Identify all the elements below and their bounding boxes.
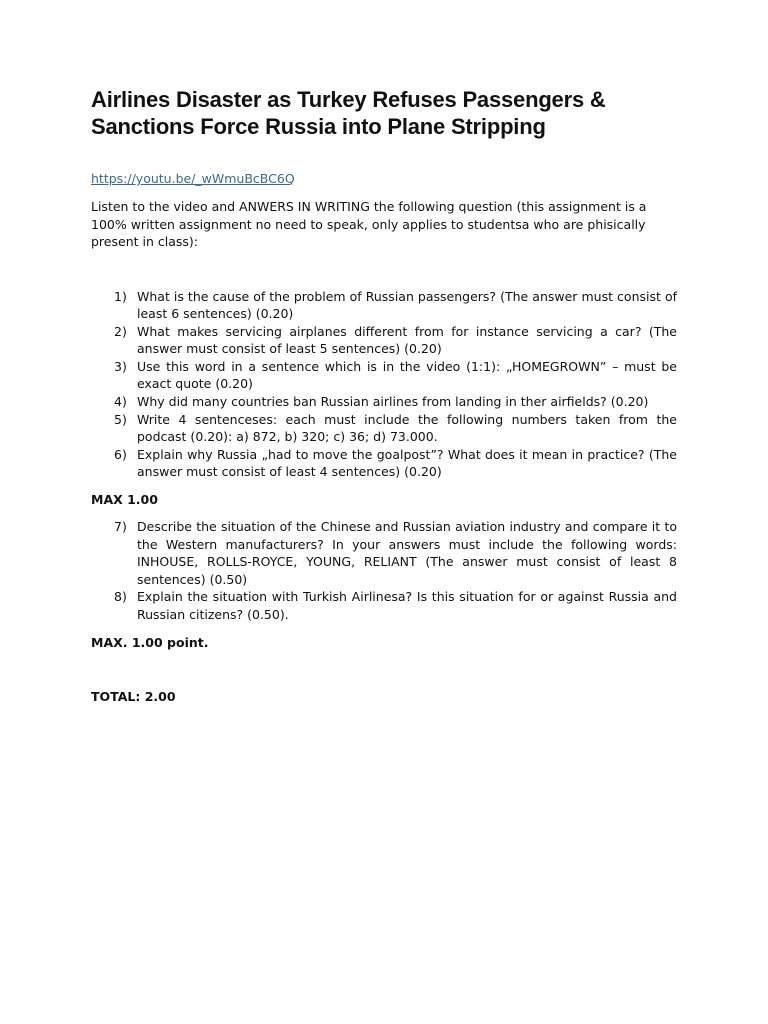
question-item — [91, 358, 677, 393]
question-text: Use this word in a sentence which is in the video (1:1): „HOMEGROWN” – must be exact quote (0.20) — [137, 358, 677, 392]
question-item — [91, 411, 677, 446]
question-text: Describe the situation of the Chinese and Russian aviation industry and compare it to the Western manufacturers? In your answers must include the following words: INHOUSE, ROLLS-ROYCE, YOUNG, RELIANT (The answer must consist of least 8 sentences) (0.50) — [137, 519, 677, 587]
question-text: Explain the situation with Turkish Airlinesa? Is this situation for or against Russia and Russian citizens? (0.50). — [137, 589, 677, 622]
question-item — [91, 393, 677, 411]
question-text: Why did many countries ban Russian airlines from landing in ther airfields? (0.20) — [137, 394, 649, 410]
question-list-part1 — [91, 288, 677, 482]
question-item — [91, 288, 677, 323]
question-item — [91, 518, 677, 588]
question-number: 4) — [114, 394, 127, 410]
question-number: 2) — [114, 323, 127, 339]
total-score: TOTAL: 2.00 — [91, 688, 176, 704]
question-text: What makes servicing airplanes different from for instance servicing a car? (The answer must consist of least 5 sentences) (0.20) — [137, 323, 677, 357]
question-list-part2 — [91, 518, 677, 624]
question-item — [91, 588, 677, 623]
max-score-part1: MAX 1.00 — [91, 492, 158, 508]
question-item — [91, 323, 677, 358]
video-link[interactable]: https://youtu.be/_wWmuBcBC6Q — [91, 171, 295, 186]
question-number: 5) — [114, 411, 127, 427]
question-text: Explain why Russia „had to move the goalpost”? What does it mean in practice? (The answer must consist of least 4 sentences) (0.20) — [137, 446, 677, 480]
intro-paragraph: Listen to the video and ANWERS IN WRITING the following question (this assignment is a 100% written assignment no need to speak, only applies to studentsa who are phisically present in class): — [91, 199, 647, 249]
document-page — [91, 86, 677, 705]
question-item — [91, 446, 677, 481]
max-score-part2: MAX. 1.00 point. — [91, 634, 209, 650]
question-text: What is the cause of the problem of Russian passengers? (The answer must consist of least 6 sentences) (0.20) — [137, 288, 677, 322]
document-title: Airlines Disaster as Turkey Refuses Passengers & Sanctions Force Russia into Plane Stripping — [91, 87, 606, 139]
question-number: 7) — [114, 519, 127, 535]
question-number: 6) — [114, 446, 127, 462]
question-number: 3) — [114, 358, 127, 374]
question-number: 8) — [114, 589, 127, 605]
question-text: Write 4 sentenceses: each must include the following numbers taken from the podcast (0.20): a) 872, b) 320; c) 36; d) 73.000. — [137, 411, 677, 445]
question-number: 1) — [114, 288, 127, 304]
